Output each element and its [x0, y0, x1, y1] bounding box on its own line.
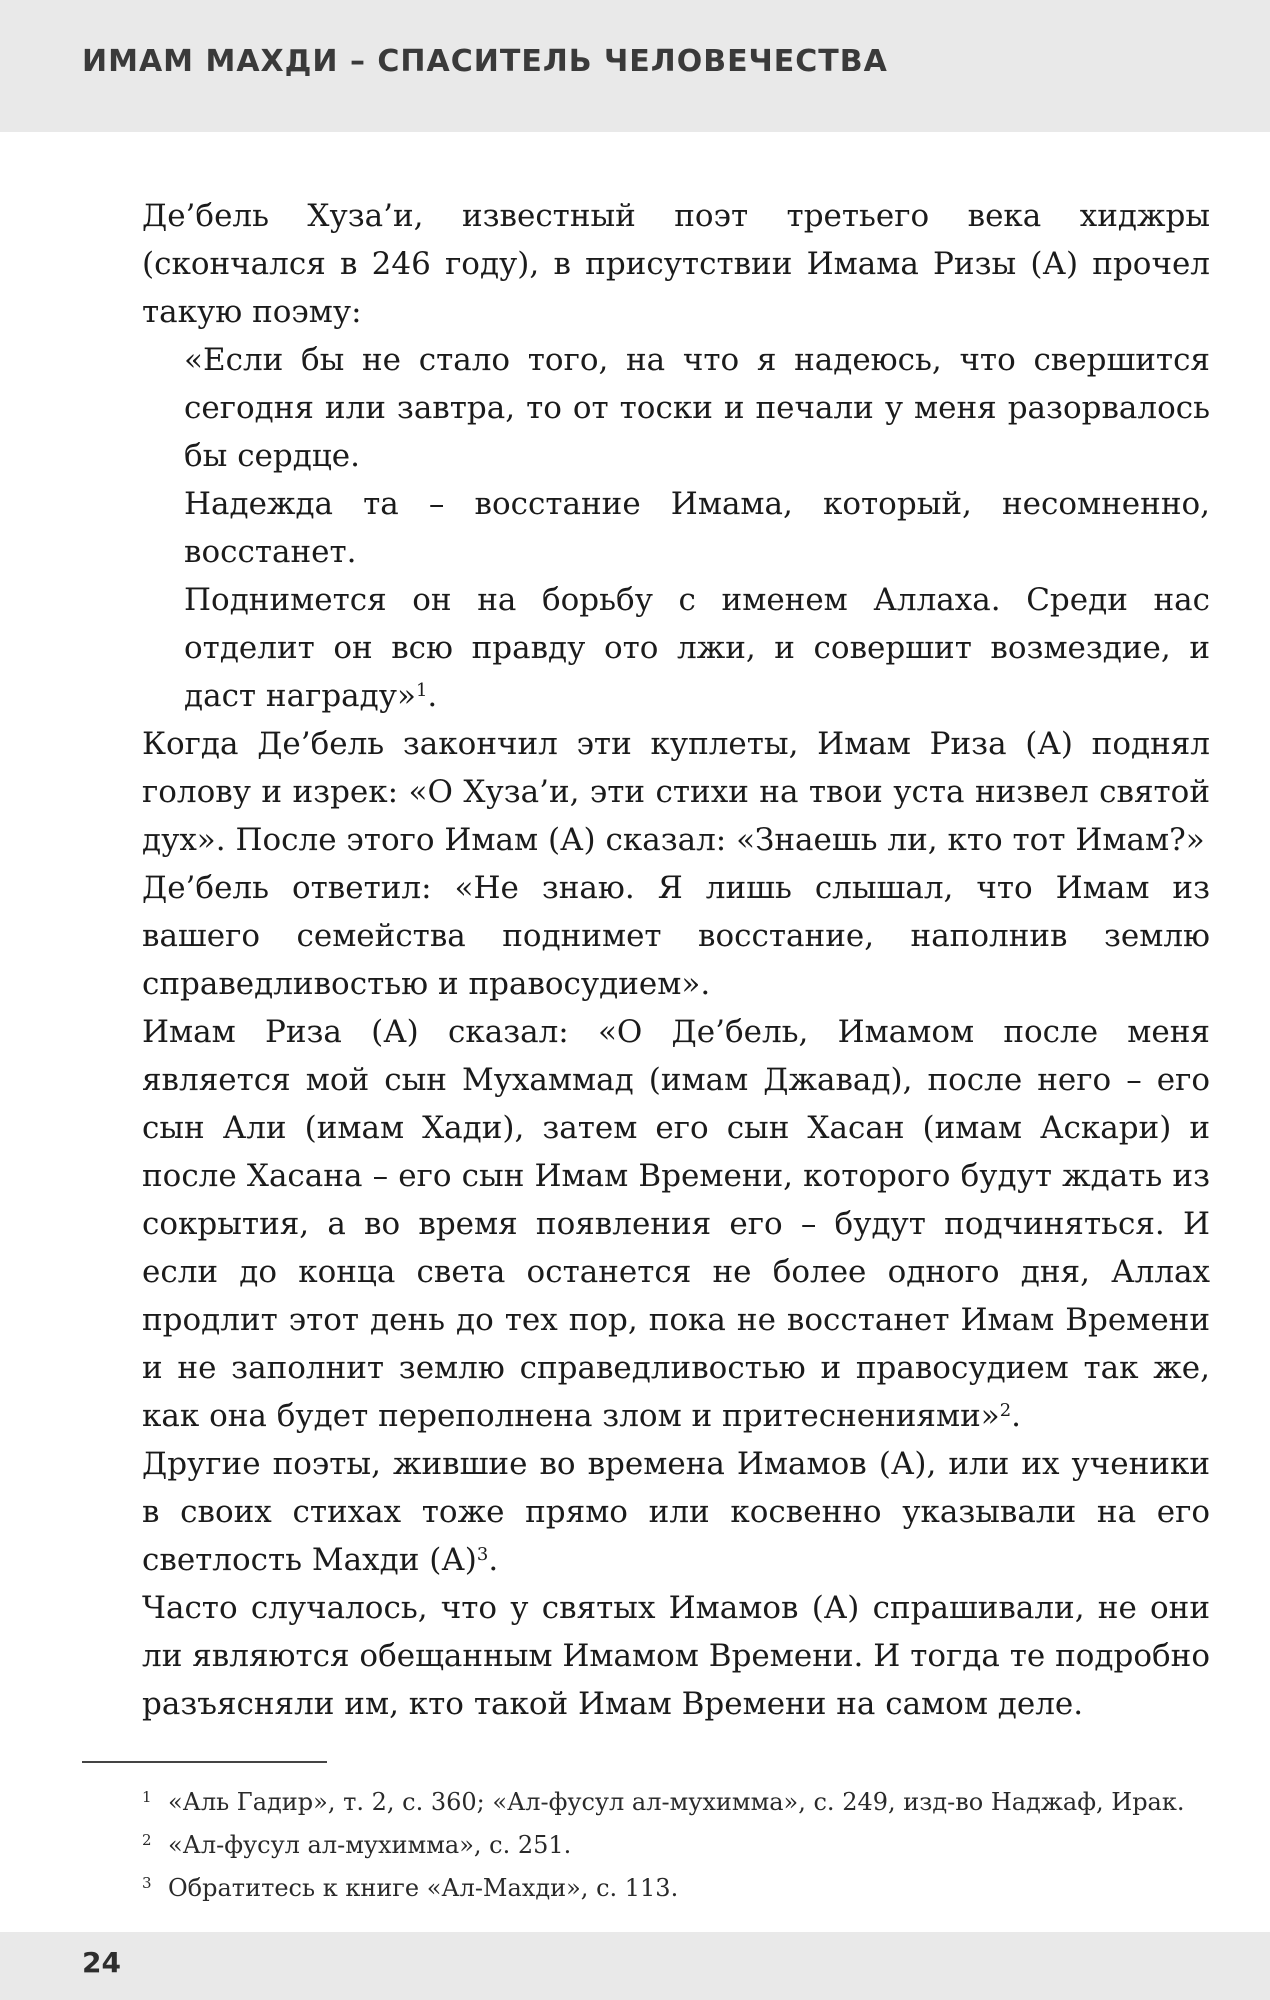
paragraph-text: Другие поэты, жившие во времена Имамов (А), или их ученики в своих стихах тоже прямо или косвенно указывали на его светлость Махди (А) [142, 1446, 1210, 1578]
poem-stanza: Поднимется он на борьбу с именем Аллаха. Среди нас отделит он всю правду ото лжи, и совершит возмездие, и даст награду»$^1$. [184, 582, 1210, 714]
poem-quote [184, 336, 1210, 720]
footnote-text: «Аль Гадир», т. 2, с. 360; «Ал-фусул ал-мухимма», с. 249, изд-во Наджаф, Ирак. [168, 1788, 1185, 1816]
footnote-ref-3: 3 [476, 1544, 489, 1566]
page-body [142, 192, 1210, 1728]
paragraph: Имам Риза (А) сказал: «О Де’бель, Имамом после меня является мой сын Мухаммад (имам Джавад), после него – его сын Али (имам Хади), затем его сын Хасан (имам Аскари) и после Хасана – его сын Имам Времени, которого будут ждать из сокрытия, а во время появления его – будут подчиняться. И если до конца света останется не более одного дня, Аллах продлит этот день до тех пор, пока не восстанет Имам Времени и не заполнит землю справедливостью и правосудием так же, как она будет переполнена злом и притеснениями»$^2$. [142, 1014, 1210, 1434]
poem-stanza: Надежда та – восстание Имама, который, несомненно, восстанет. [184, 486, 1210, 570]
footnotes [142, 1778, 1210, 1907]
footnote-mark: 3 [142, 1874, 152, 1892]
footnote-ref-1: 1 [415, 680, 428, 702]
poem-stanza: «Если бы не стало того, на что я надеюсь, что свершится сегодня или завтра, то от тоски и печали у меня разорвалось бы сердце. [184, 342, 1210, 474]
footnote-3 [142, 1864, 1210, 1907]
paragraph [142, 192, 1210, 336]
paragraph: Когда Де’бель закончил эти куплеты, Имам Риза (А) поднял голову и изрек: «О Хуза’и, эти стихи на твои уста низвел святой дух». После этого Имам (А) сказал: «Знаешь ли, кто тот Имам?» [142, 726, 1210, 858]
footnote-mark: 2 [142, 1831, 152, 1849]
poem-stanza-text: Поднимется он на борьбу с именем Аллаха. Среди нас отделит он всю правду ото лжи, и совершит возмездие, и даст награду» [184, 582, 1210, 714]
footnote-text: Обратитесь к книге «Ал-Махди», с. 113. [168, 1874, 679, 1902]
paragraph: Другие поэты, жившие во времена Имамов (А), или их ученики в своих стихах тоже прямо или косвенно указывали на его светлость Махди $(А)^3$. [142, 1446, 1210, 1578]
footnote-2 [142, 1821, 1210, 1864]
footnote-mark: 1 [142, 1788, 152, 1806]
footnote-1 [142, 1778, 1210, 1821]
footnote-divider [82, 1761, 327, 1763]
paragraph: Де’бель ответил: «Не знаю. Я лишь слышал, что Имам из вашего семейства поднимет восстание, наполнив землю справедливостью и правосудием». [142, 870, 1210, 1002]
running-title: ИМАМ МАХДИ – СПАСИТЕЛЬ ЧЕЛОВЕЧЕСТВА [82, 44, 888, 79]
footer-band [0, 1932, 1270, 2000]
paragraph-text: Имам Риза (А) сказал: «О Де’бель, Имамом после меня является мой сын Мухаммад (имам Джавад), после него – его сын Али (имам Хади), затем его сын Хасан (имам Аскари) и после Хасана – его сын Имам Времени, которого будут ждать из сокрытия, а во время появления его – будут подчиняться. И если до конца света останется не более одного дня, Аллах продлит этот день до тех пор, пока не восстанет Имам Времени и не заполнит землю справедливостью и правосудием так же, как она будет переполнена злом и притеснениями» [142, 1014, 1210, 1434]
paragraph-text: Де’бель Хуза’и, известный поэт третьего века хиджры (скончался в 246 году), в присутствии Имама Ризы (А) прочел такую поэму: [142, 198, 1210, 330]
paragraph: Часто случалось, что у святых Имамов (А) спрашивали, не они ли являются обещанным Имамом Времени. И тогда те подробно разъясняли им, кто такой Имам Времени на самом деле. [142, 1590, 1210, 1722]
footnote-ref-2: 2 [999, 1400, 1012, 1422]
page-number: 24 [82, 1946, 121, 1979]
footnote-text: «Ал-фусул ал-мухимма», с. 251. [168, 1831, 572, 1859]
